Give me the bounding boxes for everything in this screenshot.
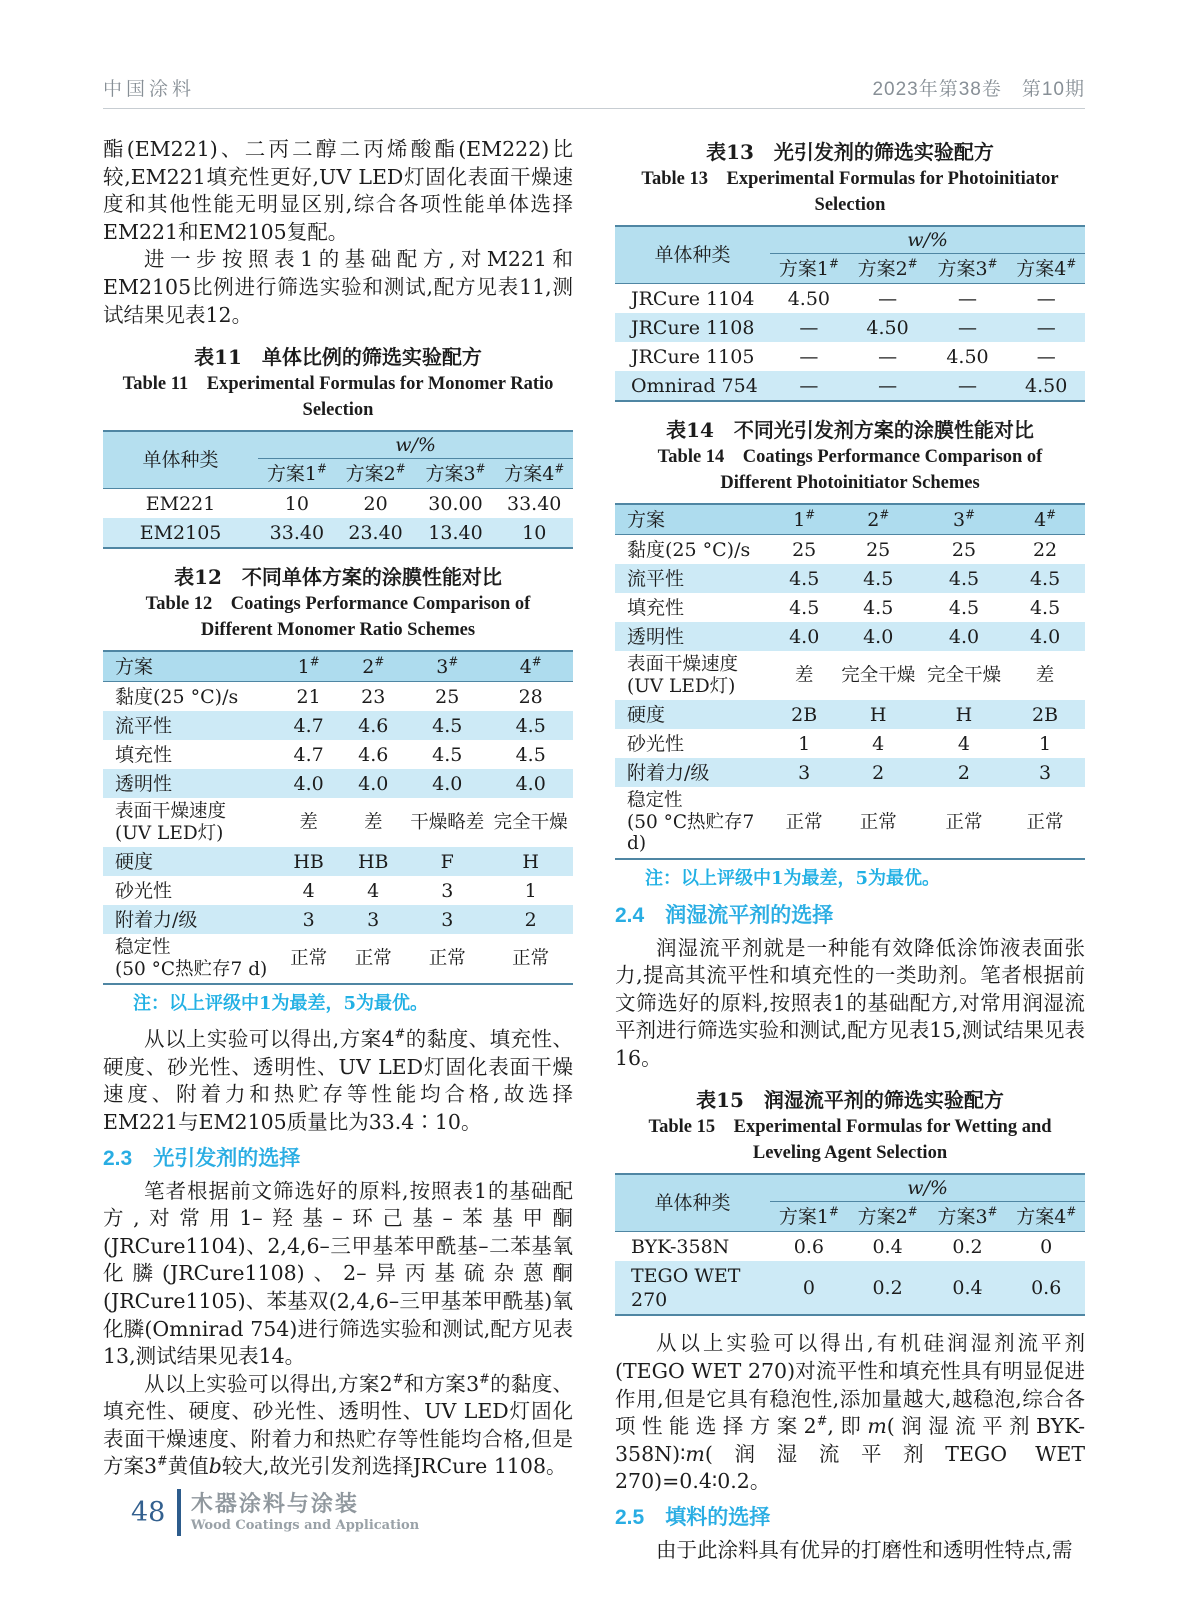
row-label: 填充性: [115, 743, 173, 766]
table15-caption: [621, 1086, 1079, 1166]
paragraph: 由于此涂料具有优异的打磨性和透明性特点,需: [656, 1538, 1073, 1563]
cell: 25: [951, 538, 977, 561]
table-row: [615, 758, 1085, 787]
cell: 4.0: [863, 625, 894, 648]
cell: 完全干燥: [493, 811, 568, 833]
table-row: [615, 371, 1085, 401]
cell: 21: [296, 685, 321, 708]
table13-caption-en: Table 13 Experimental Formulas for Photoinitiator Selection: [641, 169, 1059, 215]
unit-header: w/%: [770, 1174, 1085, 1202]
table-row: [103, 847, 573, 876]
paragraph: 笔者根据前文筛选好的原料,按照表1的基础配方,对常用1–羟基–环己基–苯基甲酮(JRCure1104)、2,4,6–三甲基苯甲酰基–二苯基氧化膦(JRCure1108)、2–异丙基硫杂蒽酮(JRCure1105)、苯基双(2,4,6–三甲基苯甲酰基)氧化膦(Omnirad 754)进行筛选实验和测试,配方见表13,测试结果见表14。: [103, 1178, 573, 1369]
cell: 23.40: [348, 521, 403, 544]
cell: 0.4: [872, 1235, 903, 1258]
cell: 4.5: [948, 567, 980, 590]
cell: 4.5: [789, 596, 820, 619]
table-13: [615, 225, 1085, 402]
row-label: 硬度: [115, 850, 154, 873]
table11-caption-en: Table 11 Experimental Formulas for Monomer Ratio Selection: [122, 374, 554, 420]
row-label: 流平性: [627, 567, 685, 590]
cell: H: [955, 703, 973, 726]
cell: 4: [302, 879, 315, 902]
cell: 3: [1039, 761, 1052, 784]
column-header: 方案2#: [848, 1202, 928, 1232]
cell: 差: [363, 811, 383, 833]
cell: —: [878, 287, 898, 310]
table12-caption-en: Table 12 Coatings Performance Comparison of Different Monomer Ratio Schemes: [145, 594, 531, 640]
unit-header: w/%: [770, 226, 1085, 254]
cell: 0: [802, 1276, 815, 1299]
cell: 4.5: [1029, 567, 1061, 590]
row-label: 稳定性 (50 °C热贮存7 d): [627, 790, 755, 854]
table-row: [103, 518, 573, 548]
section-heading-2-4: 2.4 润湿流平剂的选择: [615, 903, 834, 927]
cell: 33.40: [269, 521, 325, 544]
cell: 正常: [785, 811, 823, 833]
cell: —: [878, 374, 898, 397]
cell: 4.7: [293, 743, 324, 766]
cell: 4.5: [863, 596, 894, 619]
cell: 10: [284, 492, 309, 515]
cell: HB: [357, 850, 389, 873]
cell: 0.4: [952, 1276, 983, 1299]
cell: 4.5: [789, 567, 820, 590]
column-header: 方案4#: [495, 459, 573, 489]
table-row: [615, 651, 1085, 700]
row-label: EM2105: [139, 521, 222, 544]
column-header: 方案1#: [770, 1202, 848, 1232]
cell: 差: [1035, 664, 1055, 686]
table-note: 注：以上评级中1为最差，5为最优。: [645, 867, 941, 889]
column-header: 4#: [519, 654, 542, 678]
cell: 25: [435, 685, 460, 708]
row-label: 硬度: [627, 703, 666, 726]
column-header: 2#: [362, 654, 385, 678]
cell: 3: [441, 879, 454, 902]
table-row: [103, 711, 573, 740]
cell: 正常: [428, 947, 466, 969]
table-row: [615, 1232, 1085, 1262]
row-label: EM221: [145, 492, 216, 515]
cell: 30.00: [428, 492, 483, 515]
cell: 4.5: [515, 714, 546, 737]
table11-caption-zh: 表11 单体比例的筛选实验配方: [194, 345, 482, 370]
row-label: 透明性: [115, 772, 173, 795]
table-row: [103, 876, 573, 905]
cell: 正常: [512, 947, 550, 969]
table13-caption-zh: 表13 光引发剂的筛选实验配方: [706, 140, 994, 164]
cell: 4: [957, 732, 971, 755]
row-label: Omnirad 754: [631, 374, 758, 397]
cell: 正常: [354, 947, 392, 969]
cell: —: [799, 345, 819, 368]
column-header: 单体种类: [615, 1174, 770, 1232]
row-label: 填充性: [627, 596, 685, 619]
cell: 4.5: [432, 714, 463, 737]
row-label: 稳定性 (50 °C热贮存7 d): [115, 937, 268, 980]
cell: 4.7: [293, 714, 324, 737]
column-header: 方案4#: [1007, 1202, 1085, 1232]
cell: 22: [1032, 538, 1058, 561]
table12-caption-zh: 表12 不同单体方案的涂膜性能对比: [174, 565, 502, 590]
cell: 正常: [290, 947, 328, 969]
column-header: 方案: [115, 655, 154, 678]
cell: —: [1036, 316, 1056, 339]
column-header: 方案1#: [258, 459, 336, 489]
row-label: JRCure 1104: [631, 287, 755, 310]
cell: 4.0: [948, 625, 980, 648]
cell: 4.50: [787, 287, 831, 310]
cell: —: [957, 374, 977, 397]
cell: —: [878, 345, 898, 368]
cell: 完全干燥: [841, 664, 916, 686]
cell: 13.40: [428, 521, 483, 544]
cell: 33.40: [507, 492, 562, 515]
table-row: [103, 769, 573, 798]
cell: 差: [794, 664, 814, 686]
cell: 4.0: [789, 625, 820, 648]
table-note: 注：以上评级中1为最差，5为最优。: [133, 993, 429, 1015]
cell: 0: [1040, 1235, 1053, 1258]
cell: H: [869, 703, 887, 726]
footer-journal-zh: 木器涂料与涂装: [190, 1491, 359, 1516]
cell: —: [1036, 287, 1056, 310]
cell: 3: [798, 761, 811, 784]
table-row: [615, 622, 1085, 651]
cell: 干燥略差: [410, 811, 485, 833]
cell: 3: [302, 908, 315, 931]
table-row: [615, 564, 1085, 593]
cell: 23: [361, 685, 386, 708]
cell: —: [799, 316, 819, 339]
cell: 4.50: [946, 345, 989, 368]
cell: 2B: [1032, 703, 1059, 726]
cell: 25: [866, 538, 891, 561]
column-header: 方案2#: [848, 254, 928, 284]
footer-journal-en: Wood Coatings and Application: [190, 1518, 420, 1533]
column-header: 单体种类: [615, 226, 770, 284]
table-row: [103, 934, 573, 984]
row-label: 砂光性: [115, 879, 173, 902]
row-label: 黏度(25 °C)/s: [115, 685, 239, 708]
cell: 4.6: [358, 743, 389, 766]
footer-divider: [177, 1489, 181, 1536]
column-header: 方案3#: [928, 254, 1008, 284]
column-header: 方案1#: [770, 254, 848, 284]
cell: 28: [518, 685, 543, 708]
cell: —: [957, 316, 977, 339]
cell: 1: [798, 732, 811, 755]
right-column: [615, 136, 1085, 1565]
paragraph: 从以上实验可以得出,方案2#和方案3#的黏度、填充性、硬度、砂光性、透明性、UV LED灯固化表面干燥速度、附着力和热贮存等性能均合格,但是方案3#黄值b较大,故光引发剂选择JRCure 1108。: [103, 1370, 574, 1479]
table-14: [615, 503, 1085, 860]
row-label: BYK-358N: [631, 1235, 730, 1258]
table-row: [615, 342, 1085, 371]
column-header: 方案: [627, 508, 666, 531]
cell: 1: [1039, 732, 1052, 755]
paragraph: 从以上实验可以得出,方案4#的黏度、填充性、硬度、砂光性、透明性、UV LED灯固化表面干燥速度、附着力和热贮存等性能均合格,故选择EM221与EM2105质量比为33.4∶10。: [103, 1026, 574, 1134]
cell: 4.0: [293, 772, 324, 795]
two-column-layout: [103, 136, 1085, 1565]
column-header: 方案2#: [336, 459, 416, 489]
cell: 20: [363, 492, 388, 515]
page-footer: [131, 1489, 419, 1536]
cell: 4.50: [866, 316, 909, 339]
cell: 0.2: [952, 1235, 983, 1258]
paragraph: 酯(EM221)、二丙二醇二丙烯酸酯(EM222)比较,EM221填充性更好,UV LED灯固化表面干燥速度和其他性能无明显区别,综合各项性能单体选择EM221和EM2105复配。: [103, 137, 573, 244]
table-row: [615, 313, 1085, 342]
cell: 3: [367, 908, 380, 931]
cell: 0.6: [793, 1235, 824, 1258]
column-header: 单体种类: [103, 431, 258, 489]
cell: 4: [367, 879, 380, 902]
table-row: [615, 284, 1085, 314]
table14-caption-en: Table 14 Coatings Performance Comparison of Different Photoinitiator Schemes: [657, 447, 1043, 493]
cell: —: [799, 374, 819, 397]
column-header: 4#: [1034, 507, 1057, 531]
cell: 4.5: [948, 596, 980, 619]
table-row: [103, 489, 573, 519]
row-label: TEGO WET 270: [631, 1264, 741, 1311]
paragraph: 润湿流平剂就是一种能有效降低涂饰液表面张力,提高其流平性和填充性的一类助剂。笔者根据前文筛选好的原料,按照表1的基础配方,对常用润湿流平剂进行筛选实验和测试,配方见表15,测试结果见表16。: [615, 935, 1085, 1070]
table11-caption: [109, 343, 567, 423]
cell: 25: [792, 538, 817, 561]
unit-header: w/%: [258, 431, 573, 459]
table-row: [615, 729, 1085, 758]
cell: 4.0: [358, 772, 389, 795]
cell: 正常: [1026, 811, 1064, 833]
table14-caption: [621, 416, 1079, 496]
table-row: [615, 1261, 1085, 1315]
cell: 4.5: [863, 567, 894, 590]
cell: 4.0: [515, 772, 546, 795]
table-15: [615, 1173, 1085, 1316]
table14-caption-zh: 表14 不同光引发剂方案的涂膜性能对比: [666, 418, 1034, 442]
cell: H: [522, 850, 539, 873]
row-label: 附着力/级: [627, 761, 710, 784]
cell: 2: [524, 908, 537, 931]
issue-info: 2023年第38卷 第10期: [872, 79, 1085, 100]
cell: 4.5: [1029, 596, 1061, 619]
cell: 4.5: [515, 743, 546, 766]
cell: 2: [872, 761, 885, 784]
row-label: 表面干燥速度 (UV LED灯): [627, 654, 739, 697]
cell: —: [957, 287, 977, 310]
cell: —: [1036, 345, 1056, 368]
column-header: 方案4#: [1007, 254, 1085, 284]
cell: 差: [299, 811, 318, 833]
table12-caption: [109, 563, 567, 643]
table-11: [103, 430, 573, 549]
footer-journal: [191, 1491, 419, 1534]
cell: 0.2: [872, 1276, 903, 1299]
table15-caption-zh: 表15 润湿流平剂的筛选实验配方: [696, 1088, 1004, 1113]
row-label: 表面干燥速度 (UV LED灯): [115, 801, 227, 844]
cell: 1: [524, 879, 537, 902]
row-label: 砂光性: [627, 732, 685, 755]
cell: 4.5: [432, 743, 463, 766]
journal-title: 中国涂料: [103, 79, 196, 100]
cell: 正常: [945, 811, 983, 833]
cell: 0.6: [1031, 1276, 1062, 1299]
cell: 2: [957, 761, 971, 784]
row-label: 附着力/级: [115, 908, 198, 931]
row-label: 流平性: [115, 714, 173, 737]
cell: 完全干燥: [926, 664, 1001, 686]
table-row: [103, 740, 573, 769]
table-row: [103, 682, 573, 712]
left-column: [103, 136, 573, 1565]
page-number: 48: [131, 1497, 166, 1528]
cell: 正常: [859, 811, 897, 833]
cell: 10: [522, 521, 547, 544]
table-row: [615, 535, 1085, 565]
column-header: 方案3#: [928, 1202, 1008, 1232]
page-header: [103, 74, 1085, 109]
row-label: 黏度(25 °C)/s: [627, 538, 751, 561]
paragraph: 从以上实验可以得出,有机硅润湿剂流平剂(TEGO WET 270)对流平性和填充性具有明显促进作用,但是它具有稳泡性,添加量越大,越稳泡,综合各项性能选择方案2#,即m(润湿流平剂BYK-358N)∶m(润湿流平剂TEGO WET 270)=0.4∶0.2。: [615, 1331, 1085, 1494]
cell: 4.0: [432, 772, 463, 795]
table-row: [103, 798, 573, 847]
table-row: [615, 787, 1085, 859]
cell: 4.50: [1025, 374, 1068, 397]
paragraph: 进一步按照表1的基础配方,对M221和EM2105比例进行筛选实验和测试,配方见表11,测试结果见表12。: [103, 247, 573, 327]
cell: 3: [441, 908, 454, 931]
column-header: 3#: [952, 507, 975, 531]
table-row: [615, 700, 1085, 729]
cell: 4.6: [358, 714, 389, 737]
table-12: [103, 650, 573, 985]
section-heading-2-5: 2.5 填料的选择: [615, 1506, 771, 1530]
table15-caption-en: Table 15 Experimental Formulas for Wetting and Leveling Agent Selection: [648, 1117, 1052, 1163]
column-header: 3#: [436, 654, 459, 678]
row-label: 透明性: [627, 625, 685, 648]
cell: F: [440, 850, 454, 873]
table13-caption: [621, 138, 1079, 218]
cell: 4.0: [1029, 625, 1061, 648]
cell: 4: [872, 732, 885, 755]
row-label: JRCure 1105: [631, 345, 755, 368]
cell: 2B: [791, 703, 818, 726]
cell: HB: [293, 850, 324, 873]
section-heading-2-3: 2.3 光引发剂的选择: [103, 1146, 301, 1170]
column-header: 1#: [793, 507, 816, 531]
table-row: [615, 593, 1085, 622]
table-row: [103, 905, 573, 934]
column-header: 2#: [867, 507, 890, 531]
column-header: 方案3#: [416, 459, 496, 489]
row-label: JRCure 1108: [631, 316, 755, 339]
column-header: 1#: [297, 654, 320, 678]
